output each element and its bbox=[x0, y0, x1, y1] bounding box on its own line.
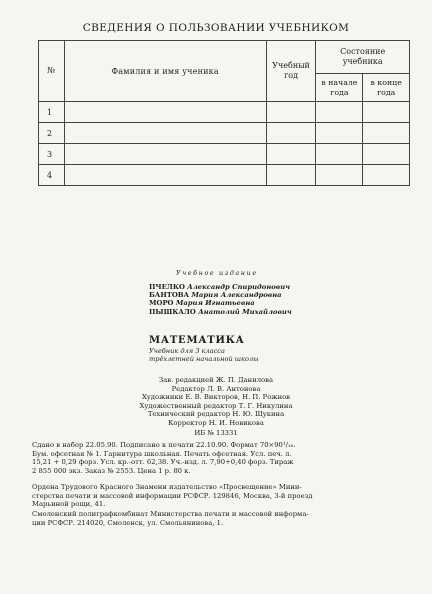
cell-year[interactable] bbox=[266, 144, 316, 165]
book-subtitle: Учебник для 3 класса трёхлетней начальной школы bbox=[149, 347, 259, 363]
isbn-line: ИБ № 13331 bbox=[194, 428, 238, 437]
print-details: Сдано в набор 22.05.90. Подписано к печати 22.10.90. Формат 70×90¹/₁₆. Бум. офсетная № 1. Гарнитура школьная. Печать офсетная. Усл. печ. л. 15,21 + 0,29 форз. Усл. кр.-отт. 62,38. Уч.-изд. л. 7,90+0,40 форз. Тираж 2 855 000 экз. Заказ № 2553. Цена 1 р. 80 к. bbox=[32, 441, 296, 475]
staff-line: Технический редактор Н. Ю. Щукина bbox=[147, 410, 285, 419]
cell-state-begin[interactable] bbox=[316, 102, 363, 123]
cell-state-end[interactable] bbox=[363, 102, 410, 123]
cell-state-begin[interactable] bbox=[316, 123, 363, 144]
header-state-end: в конце года bbox=[363, 74, 410, 102]
row-number: 1 bbox=[39, 102, 65, 123]
cell-year[interactable] bbox=[266, 102, 316, 123]
header-name: Фамилия и имя ученика bbox=[64, 41, 266, 102]
table-row bbox=[39, 123, 410, 144]
header-year: Учебный год bbox=[266, 41, 316, 102]
cell-state-begin[interactable] bbox=[316, 144, 363, 165]
staff-line: Художники Е. В. Викторов, Н. П. Рожнов bbox=[141, 393, 291, 402]
cell-state-end[interactable] bbox=[363, 123, 410, 144]
staff-line: Зав. редакцией Ж. П. Данилова bbox=[158, 376, 274, 384]
author-list bbox=[149, 283, 292, 316]
row-number: 2 bbox=[39, 123, 65, 144]
page-title: СВЕДЕНИЯ О ПОЛЬЗОВАНИИ УЧЕБНИКОМ bbox=[82, 22, 350, 34]
row-number: 4 bbox=[39, 165, 65, 186]
usage-table bbox=[38, 40, 410, 186]
author: ПЫШКАЛО Анатолий Михайлович bbox=[149, 307, 292, 316]
editorial-staff bbox=[0, 376, 432, 437]
author: ПЧЕЛКО Александр Спиридонович bbox=[149, 283, 291, 291]
cell-name[interactable] bbox=[64, 165, 266, 186]
author: БАНТОВА Мария Александровна bbox=[149, 291, 282, 300]
cell-year[interactable] bbox=[266, 123, 316, 144]
header-state-begin: в начале года bbox=[316, 74, 363, 102]
cell-name[interactable] bbox=[64, 144, 266, 165]
staff-line: Корректор Н. И. Новикова bbox=[168, 418, 264, 427]
publisher-info: Ордена Трудового Красного Знамени издательство «Просвещение» Мини- стерства печати и массовой информации РСФСР. 129846, Москва, 3-й проезд Марьиной рощи, 41. bbox=[32, 483, 313, 509]
table-row bbox=[39, 144, 410, 165]
staff-line: Редактор Л. В. Антонова bbox=[171, 384, 261, 393]
printer-info: Смоленский полиграфкомбинат Министерства печати и массовой информа- ции РСФСР. 214020, Смоленск, ул. Смольянинова, 1. bbox=[32, 510, 309, 527]
header-state: Состояние учебника bbox=[316, 41, 410, 74]
staff-line: Художественный редактор Т. Г. Никулина bbox=[139, 401, 293, 410]
cell-state-begin[interactable] bbox=[316, 165, 363, 186]
cell-name[interactable] bbox=[64, 123, 266, 144]
row-number: 3 bbox=[39, 144, 65, 165]
edition-label: Учебное издание bbox=[176, 269, 258, 277]
book-title: МАТЕМАТИКА bbox=[149, 335, 245, 346]
author: МОРО Мария Игнатьевна bbox=[149, 299, 255, 308]
table-row bbox=[39, 165, 410, 186]
header-num: № bbox=[39, 41, 65, 102]
cell-state-end[interactable] bbox=[363, 165, 410, 186]
table-row bbox=[39, 102, 410, 123]
cell-name[interactable] bbox=[64, 102, 266, 123]
cell-state-end[interactable] bbox=[363, 144, 410, 165]
cell-year[interactable] bbox=[266, 165, 316, 186]
